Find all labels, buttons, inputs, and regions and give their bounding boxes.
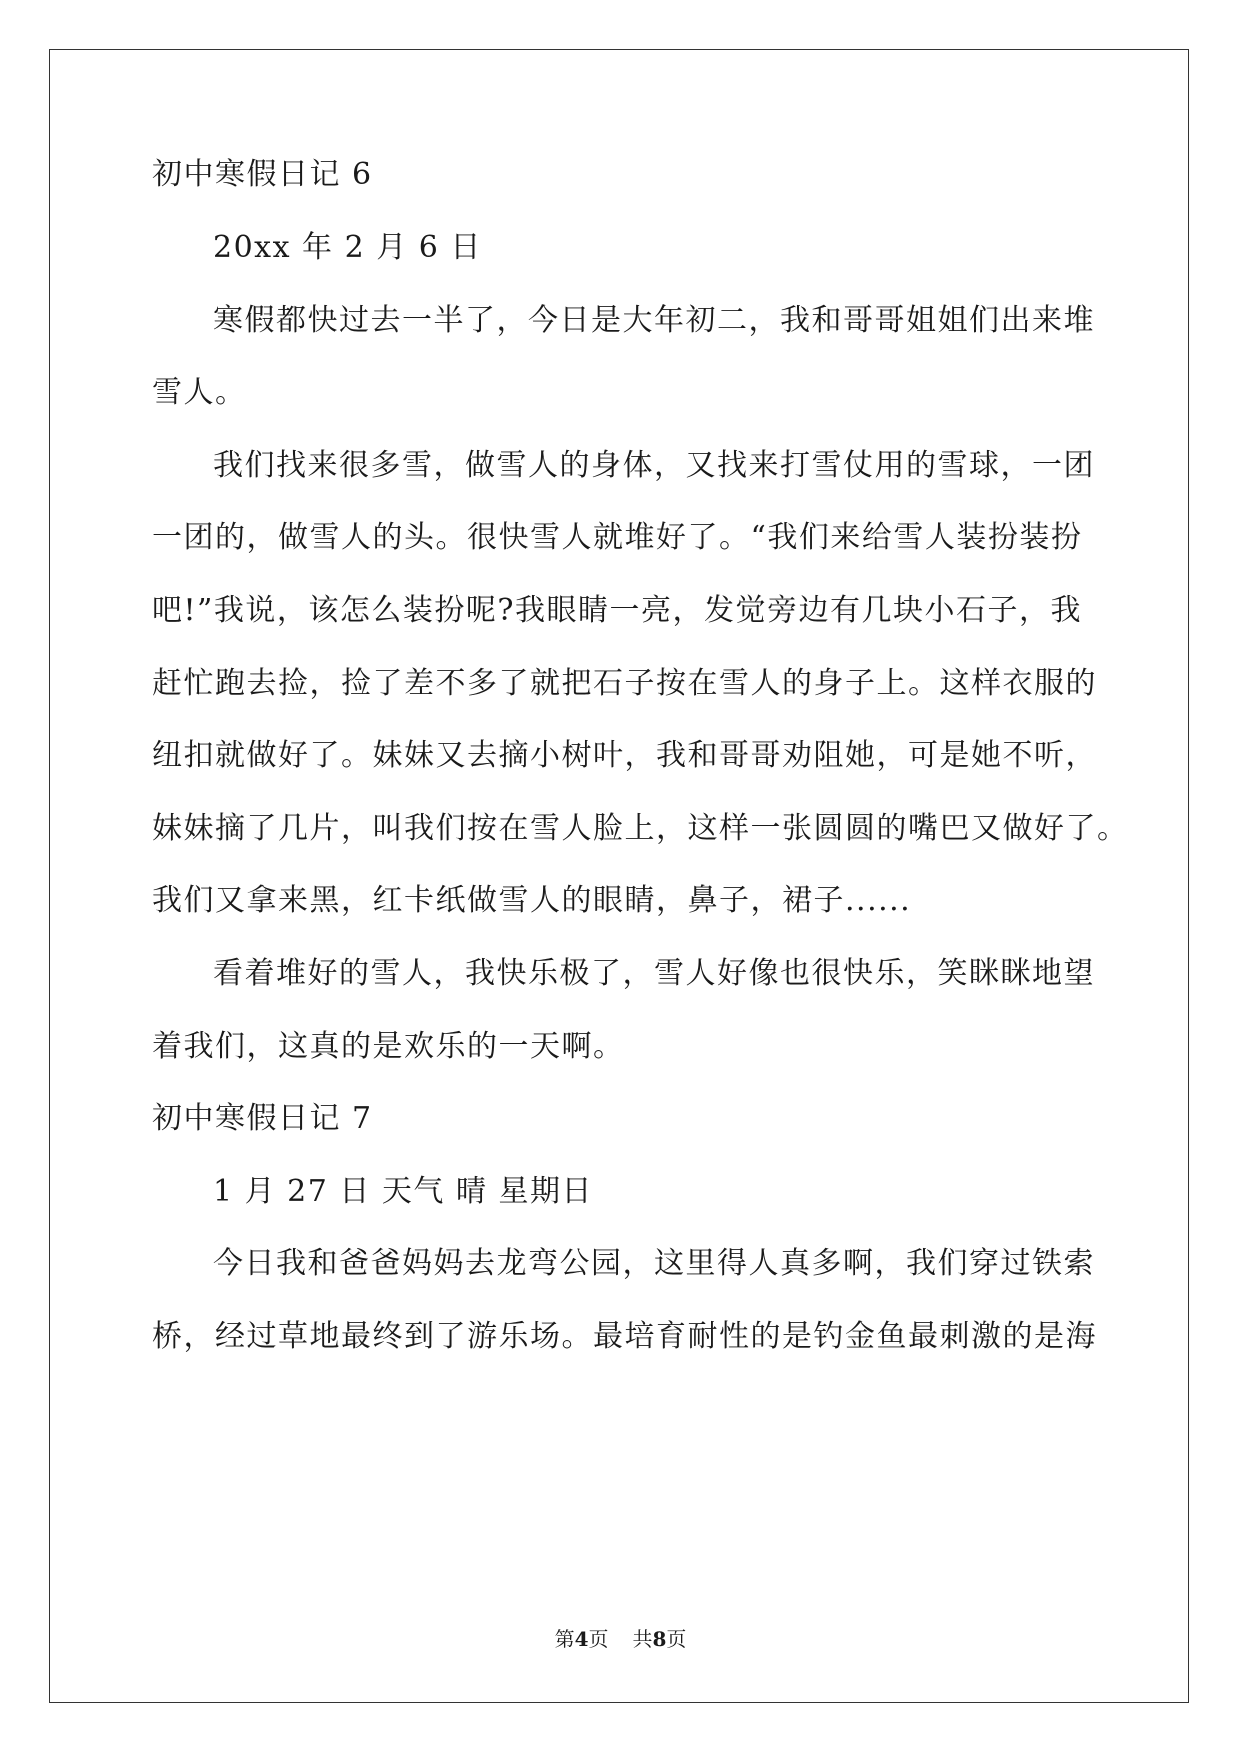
total-suffix: 页 bbox=[666, 1627, 687, 1651]
paragraph-line: 妹妹摘了几片，叫我们按在雪人脸上，这样一张圆圆的嘴巴又做好了。 bbox=[152, 811, 1129, 846]
paragraph-line: 我们又拿来黑，红卡纸做雪人的眼睛，鼻子，裙子...... bbox=[152, 883, 912, 918]
page-prefix: 第 bbox=[554, 1627, 575, 1651]
diary-date: 20xx 年 2 月 6 日 bbox=[213, 230, 482, 265]
section-heading: 初中寒假日记 6 bbox=[152, 157, 373, 192]
paragraph-line: 纽扣就做好了。妹妹又去摘小树叶，我和哥哥劝阻她，可是她不听， bbox=[152, 738, 1097, 773]
paragraph-line: 今日我和爸爸妈妈去龙弯公园，这里得人真多啊，我们穿过铁索 bbox=[213, 1246, 1095, 1281]
section-heading: 初中寒假日记 7 bbox=[152, 1101, 373, 1136]
page-number: 4 bbox=[574, 1627, 589, 1651]
paragraph-line: 赶忙跑去捡，捡了差不多了就把石子按在雪人的身子上。这样衣服的 bbox=[152, 666, 1097, 701]
paragraph-line: 桥，经过草地最终到了游乐场。最培育耐性的是钓金鱼最刺激的是海 bbox=[152, 1319, 1097, 1354]
paragraph-line: 雪人。 bbox=[152, 375, 247, 410]
page-border bbox=[49, 49, 1189, 1703]
paragraph-line: 我们找来很多雪，做雪人的身体，又找来打雪仗用的雪球，一团 bbox=[213, 448, 1095, 483]
total-pages: 8 bbox=[652, 1627, 667, 1651]
paragraph-line: 一团的，做雪人的头。很快雪人就堆好了。“我们来给雪人装扮装扮 bbox=[152, 520, 1083, 555]
page-suffix: 页 bbox=[588, 1627, 609, 1651]
diary-date: 1 月 27 日 天气 晴 星期日 bbox=[213, 1174, 593, 1209]
page-footer bbox=[0, 1627, 1241, 1651]
paragraph-line: 着我们，这真的是欢乐的一天啊。 bbox=[152, 1029, 625, 1064]
total-prefix: 共 bbox=[632, 1627, 653, 1651]
paragraph-line: 寒假都快过去一半了，今日是大年初二，我和哥哥姐姐们出来堆 bbox=[213, 303, 1095, 338]
paragraph-line: 看着堆好的雪人，我快乐极了，雪人好像也很快乐，笑眯眯地望 bbox=[213, 956, 1095, 991]
paragraph-line: 吧!”我说，该怎么装扮呢?我眼睛一亮，发觉旁边有几块小石子，我 bbox=[152, 593, 1082, 628]
